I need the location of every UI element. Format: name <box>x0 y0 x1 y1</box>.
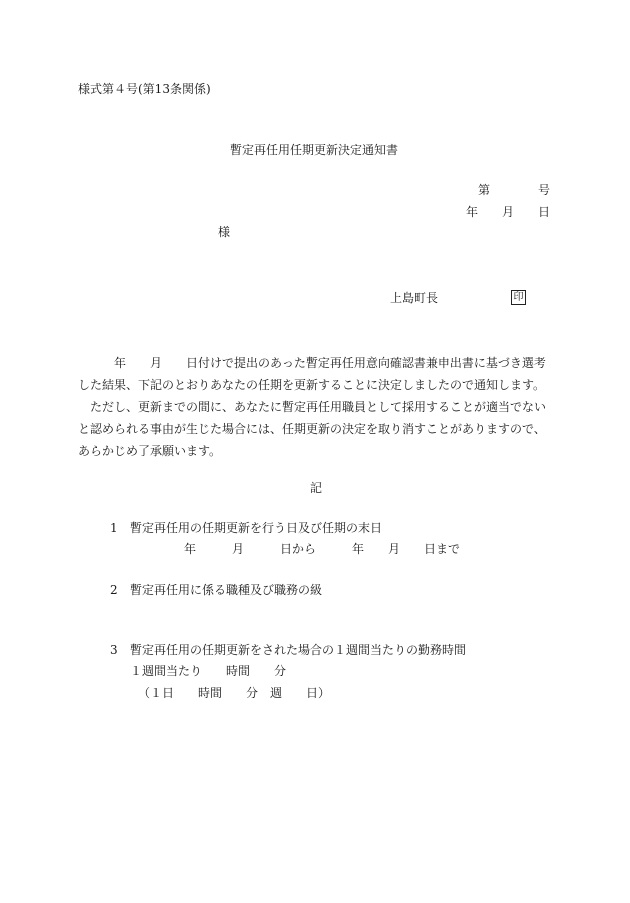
item-3-number: 3 <box>110 643 118 657</box>
item-3-heading: 暫定再任用の任期更新をされた場合の１週間当たりの勤務時間 <box>130 643 467 657</box>
document-date: 年 月 日 <box>466 205 551 219</box>
item-1-heading: 暫定再任用の任期更新を行う日及び任期の末日 <box>130 521 383 535</box>
item-1-number: 1 <box>110 521 118 535</box>
body-paragraph-1 <box>78 352 556 396</box>
body-paragraph-2-text: ただし、更新までの間に、あなたに暫定再任用職員として採用することが適当でないと認められる事由が生じた場合には、任期更新の決定を取り消すことがありますので、あらかじめ了承願います。 <box>78 400 547 458</box>
addressee-suffix: 様 <box>218 225 231 239</box>
document-title: 暫定再任用任期更新決定通知書 <box>230 143 399 157</box>
issuer-name: 上島町長 <box>390 291 439 305</box>
item-1-detail: 年 月 日から 年 月 日まで <box>184 542 461 556</box>
form-label: 様式第４号(第13条関係) <box>78 82 211 96</box>
body-paragraph-1-text: 年 月 日付けで提出のあった暫定再任用意向確認書兼申出書に基づき選考した結果、下記のとおりあなたの任期を更新することに決定しましたので通知します。 <box>78 356 546 392</box>
ki-heading: 記 <box>310 481 323 495</box>
seal-stamp: 印 <box>511 290 526 305</box>
item-3-detail: １週間当たり 時間 分 <box>130 664 287 678</box>
body-paragraph-2 <box>78 396 556 462</box>
document-number: 第 号 <box>478 183 551 197</box>
item-2-number: 2 <box>110 583 118 597</box>
item-3-detail-2: （１日 時間 分 週 日） <box>138 686 331 700</box>
item-2-heading: 暫定再任用に係る職種及び職務の級 <box>130 583 323 597</box>
